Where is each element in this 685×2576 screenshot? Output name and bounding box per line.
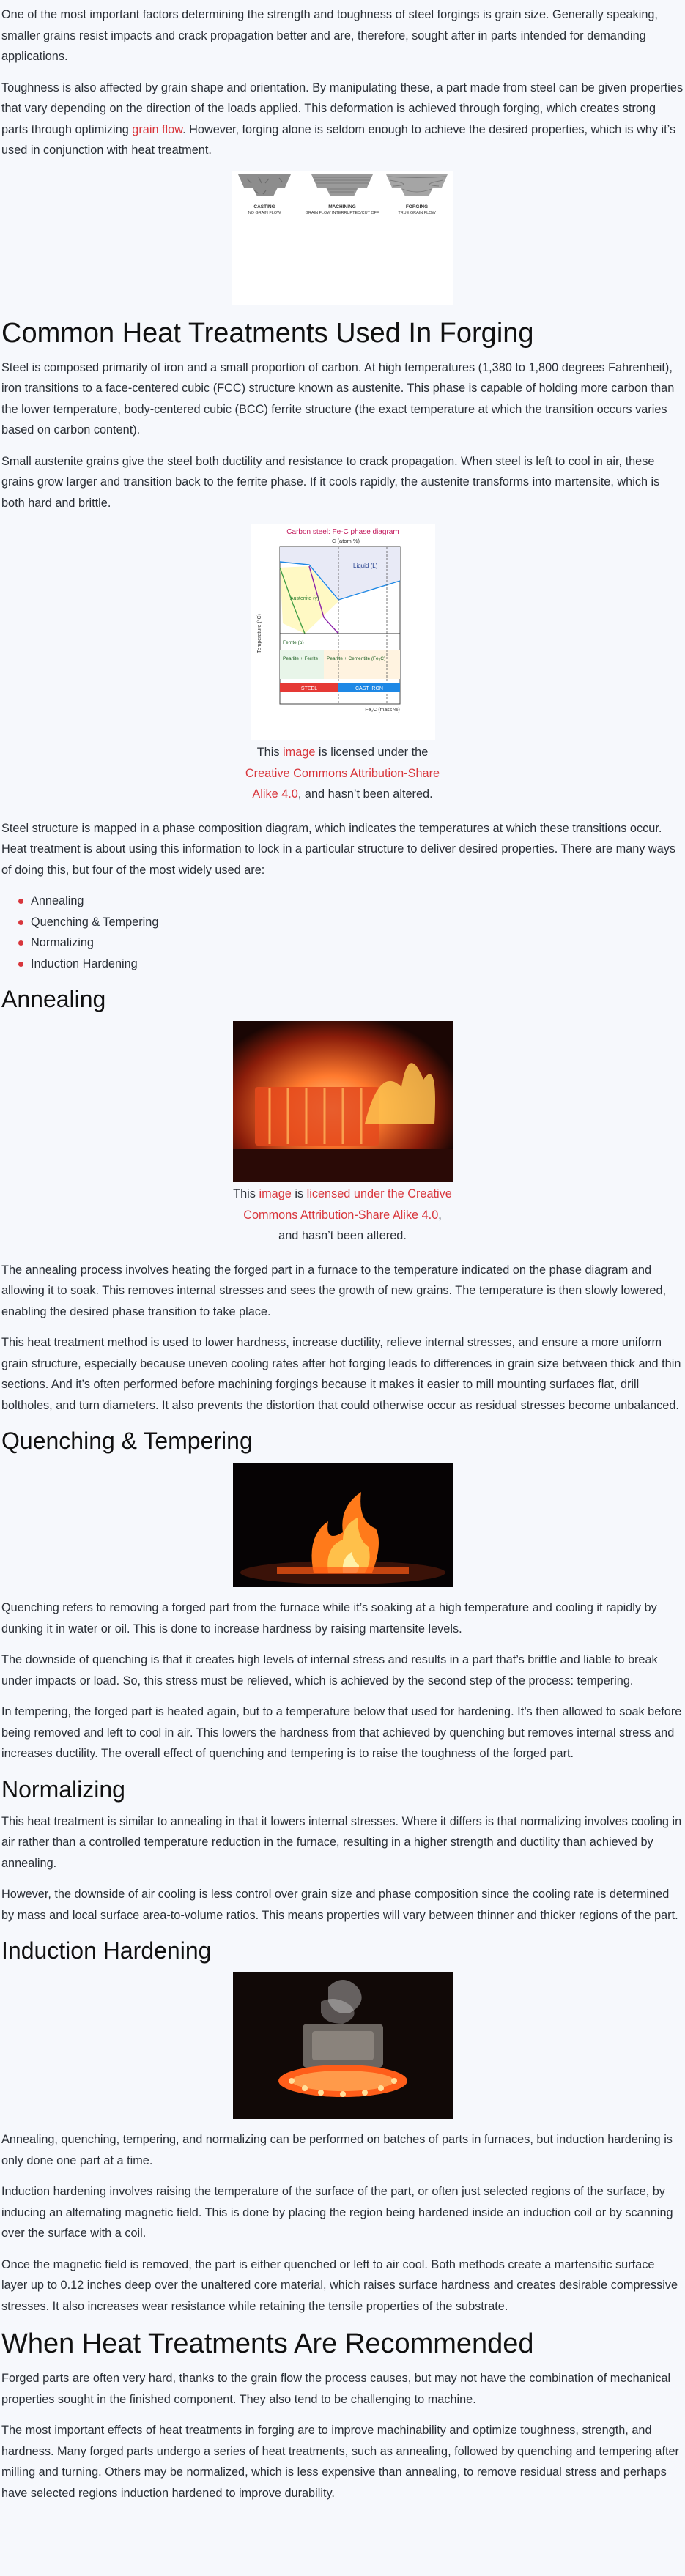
quenching-flame-photo (233, 1463, 453, 1587)
paragraph: This heat treatment is similar to annealing in that it lowers internal stresses. Where it differs is that normalizing involves cooling in air rather than a controlled temperature reduction in the furnace, resulting in a higher strength and ductility than achieved by annealing. (1, 1814, 682, 1870)
grain-flow-figure (232, 171, 453, 305)
machining-sublabel: GRAIN FLOW INTERRUPTED/CUT OFF (305, 210, 379, 215)
induction-hardening-photo (233, 1972, 453, 2119)
cast-iron-label: CAST IRON (355, 686, 383, 691)
paragraph: Annealing, quenching, tempering, and normalizing can be performed on batches of parts in furnaces, but induction hardening is only done one part at a time. (1, 2133, 673, 2167)
paragraph: In tempering, the forged part is heated again, but to a temperature below that used for hardening. It’s then allowed to soak before being removed and left to cool in air. This lowers the hardness from that achieved by quenching but removes internal stress and increases ductility. The overall effect of quenching and tempering is to raise the toughness of the forged part. (1, 1705, 682, 1760)
grain-flow-link[interactable]: grain flow (132, 122, 183, 136)
image-link[interactable]: image (283, 746, 316, 759)
section-title-quenching: Quenching & Tempering (1, 1428, 253, 1454)
diagram-left-axis-label: Temperature (°C) (256, 614, 262, 653)
text: is (291, 1187, 307, 1200)
paragraph: Induction hardening involves raising the temperature of the surface of the part, or often just selected regions of the surface, by inducing an alternating magnetic field. This is done by placing the region being hardened inside an induction coil or by scanning over the surface with a coil. (1, 2185, 673, 2240)
section-title-annealing: Annealing (1, 986, 106, 1012)
paragraph: However, the downside of air cooling is less control over grain size and phase composition since the cooling rate is determined by mass and local surface area-to-volume ratios. This means properties will vary between thinner and thicker regions of the part. (1, 1888, 678, 1922)
paragraph: This heat treatment method is used to lower hardness, increase ductility, relieve internal stresses, and ensure a more uniform grain structure, especially because uneven cooling rates after hot forging leads to differences in grain size between thick and thin sections. And it’s often performed before machining forgings because it makes it easier to mill mounting surfaces flat, drill boltholes, and turn diameters. It also prevents the distortion that could otherwise occur as residual stresses become unbalanced. (1, 1336, 681, 1412)
pearlite-cementite-label: Pearlite + Cementite (Fe₃C) (326, 656, 385, 661)
paragraph: Once the magnetic field is removed, the part is either quenched or left to air cool. Both methods create a martensitic surface layer up to 0.12 inches deep over the unaltered core material, which raises surface hardness and creates desirable compressive stresses. It also increases wear resistance while retaining the tensile properties of the substrate. (1, 2257, 678, 2313)
section-title-common-heat-treatments: Common Heat Treatments Used In Forging (1, 317, 534, 349)
license-link[interactable]: licensed under the Creative Commons Attribution-Share Alike 4.0 (243, 1187, 452, 1222)
paragraph: Small austenite grains give the steel both ductility and resistance to crack propagation. When steel is left to cool in air, these grains grow larger and transition back to the ferrite phase. If it cools rapidly, the austenite transforms into martensite, which is both hard and brittle. (1, 454, 660, 510)
list-item: Normalizing (31, 932, 684, 954)
forging-label: FORGING (405, 204, 428, 209)
paragraph: The most important effects of heat treatments in forging are to improve machinability and optimize toughness, strength, and hardness. Many forged parts undergo a series of heat treatments, such as annealing, followed by quenching and tempering after milling and turning. Others may be normalized, which is less expensive than annealing, to remove residual stress and perhaps have selected regions induction hardened to improve durability. (1, 2424, 679, 2500)
text: , and hasn’t been altered. (278, 1208, 442, 1242)
annealing-furnace-photo (233, 1021, 453, 1182)
austenite-label: Austenite (γ) (289, 596, 319, 601)
ferrite-label: Ferrite (α) (282, 640, 304, 645)
casting-label: CASTING (253, 204, 275, 209)
list-item: Quenching & Tempering (31, 912, 684, 933)
phase-diagram-caption (244, 742, 442, 805)
heat-treatment-list (1, 891, 684, 974)
diagram-top-axis-label: C (atom %) (331, 538, 360, 544)
paragraph: Forged parts are often very hard, thanks to the grain flow the process causes, but may not have the combination of mechanical properties sought in the finished component. They also tend to be challenging to machine. (1, 2372, 671, 2406)
diagram-bottom-axis-label: Fe₃C (mass %) (364, 708, 400, 713)
list-item: Induction Hardening (31, 954, 684, 975)
diagram-title: Carbon steel: Fe-C phase diagram (286, 528, 399, 536)
section-title-when-recommended: When Heat Treatments Are Recommended (1, 2328, 534, 2359)
annealing-photo-caption (233, 1184, 453, 1247)
paragraph: Steel structure is mapped in a phase composition diagram, which indicates the temperatures at which these transitions occur. Heat treatment is about using this information to lock in a particular structure to deliver desired properties. There are many ways of doing this, but four of the most widely used are: (1, 821, 676, 877)
machining-label: MACHINING (327, 204, 356, 209)
license-link[interactable]: Creative Commons Attribution-Share Alike 4.0 (245, 766, 440, 801)
paragraph: Quenching refers to removing a forged part from the furnace while it’s soaking at a high temperature and cooling it rapidly by dunking it in water or oil. This is done to increase hardness by raising martensite levels. (1, 1601, 657, 1636)
text: Toughness is also affected by grain shape and orientation. By manipulating these, a part made from steel can be given properties that vary depending on the direction of the loads applied. This deformation is achieved through forging, which creates strong parts through optimizing (1, 81, 684, 136)
paragraph: The downside of quenching is that it creates high levels of internal stress and results in a part that’s brittle and liable to break under impacts or load. So, this stress must be relieved, which is achieved by the second step of the process: tempering. (1, 1653, 658, 1688)
fe-c-phase-diagram (251, 524, 435, 740)
text: This (256, 746, 284, 759)
section-title-normalizing: Normalizing (1, 1775, 125, 1803)
paragraph: Steel is composed primarily of iron and a small proportion of carbon. At high temperatures (1,380 to 1,800 degrees Fahrenheit), iron transitions to a face-centered cubic (FCC) structure known as austenite. This phase is capable of holding more carbon than the lower temperature, body-centered cubic (BCC) ferrite structure (the exact temperature at which the transition occurs varies based on carbon content). (1, 360, 675, 437)
forging-sublabel: TRUE GRAIN FLOW (397, 210, 436, 215)
text: , and hasn’t been altered. (297, 787, 433, 801)
intro-paragraph (1, 78, 684, 161)
image-link[interactable]: image (259, 1187, 292, 1200)
intro-paragraph: One of the most important factors determining the strength and toughness of steel forgings is grain size. Generally speaking, smaller grains resist impacts and crack propagation better and are, therefore, sought after in parts intended for demanding applications. (1, 8, 658, 63)
text: is licensed under the (315, 746, 429, 759)
text: . However, forging alone is seldom enough to achieve the desired properties, which is why it’s used in conjunction with heat treatment. (1, 122, 676, 157)
list-item: Annealing (31, 891, 684, 912)
casting-sublabel: NO GRAIN FLOW (248, 210, 281, 215)
text: This (233, 1187, 259, 1200)
steel-label: STEEL (300, 686, 317, 691)
liquid-label: Liquid (L) (352, 563, 377, 569)
pearlite-ferrite-label: Pearlite + Ferrite (282, 656, 318, 661)
section-title-induction-hardening: Induction Hardening (1, 1937, 212, 1964)
paragraph: The annealing process involves heating the forged part in a furnace to the temperature indicated on the phase diagram and allowing it to soak. This removes internal stresses and sees the growth of new grains. The temperature is then slowly lowered, enabling the desired phase transition to take place. (1, 1263, 667, 1318)
